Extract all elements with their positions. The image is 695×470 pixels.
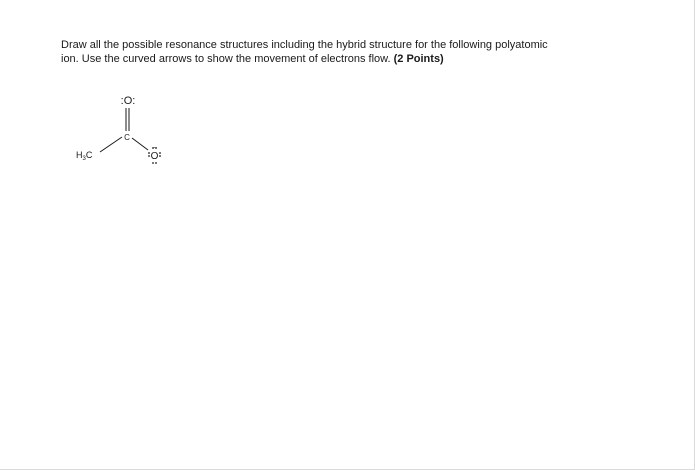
methyl-group-label: $H_3C$ xyxy=(76,150,93,162)
question-text xyxy=(61,38,661,66)
anion-oxygen xyxy=(148,145,161,164)
top-oxygen-label: :O: xyxy=(120,95,136,107)
question-line-2: ion. Use the curved arrows to show the movement of electrons flow. xyxy=(61,53,391,65)
c-ch3-bond xyxy=(100,137,122,152)
negative-charge: − xyxy=(152,145,158,152)
acetate-structure xyxy=(60,85,190,185)
points-label: (2 Points) xyxy=(393,53,444,65)
anion-oxygen-label: O xyxy=(150,151,159,162)
carbonyl-carbon-label: C xyxy=(124,133,130,142)
c-o-single-bond xyxy=(132,138,148,150)
question-line-1: Draw all the possible resonance structures including the hybrid structure for the following polyatomic xyxy=(61,39,548,51)
